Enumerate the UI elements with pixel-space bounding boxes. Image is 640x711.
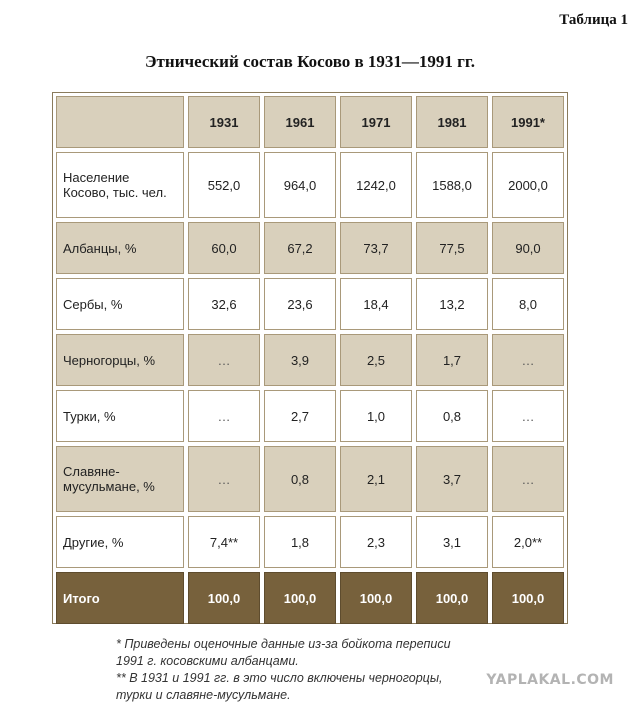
footnote-line: 1991 г. косовскими албанцами.: [116, 654, 299, 668]
row-label-line: Албанцы, %: [63, 240, 137, 256]
value-cell: …: [188, 334, 260, 386]
row-label-cell: [56, 390, 184, 442]
footnotes: [116, 636, 536, 704]
row-label-cell: [56, 446, 184, 512]
value-cell: 7,4**: [188, 516, 260, 568]
row-label-line: Косово, тыс. чел.: [63, 185, 167, 200]
footnote-line: турки и славяне-мусульмане.: [116, 688, 291, 702]
table-row: [56, 152, 564, 218]
row-label-line: Черногорцы, %: [63, 352, 156, 368]
header-cell-1961: 1961: [264, 96, 336, 148]
table-number-label: Таблица 1: [559, 12, 628, 28]
value-cell: 100,0: [188, 572, 260, 624]
footnote-line: * Приведены оценочные данные из-за бойкота переписи: [116, 637, 451, 651]
value-cell: 2,5: [340, 334, 412, 386]
header-cell-1991: 1991*: [492, 96, 564, 148]
row-label-line: Славяне-: [63, 464, 120, 479]
value-cell: 3,1: [416, 516, 488, 568]
row-label-cell: [56, 222, 184, 274]
value-cell: 13,2: [416, 278, 488, 330]
footnote-line: ** В 1931 и 1991 гг. в это число включены черногорцы,: [116, 671, 443, 685]
value-cell: 73,7: [340, 222, 412, 274]
value-cell: 100,0: [340, 572, 412, 624]
value-cell: 18,4: [340, 278, 412, 330]
value-cell: 2000,0: [492, 152, 564, 218]
header-cell-1931: 1931: [188, 96, 260, 148]
value-cell: …: [492, 390, 564, 442]
row-label-cell: [56, 572, 184, 624]
value-cell: 100,0: [416, 572, 488, 624]
table-total-row: [56, 572, 564, 624]
header-cell-1981: 1981: [416, 96, 488, 148]
table-row: [56, 390, 564, 442]
value-cell: 8,0: [492, 278, 564, 330]
value-cell: 1588,0: [416, 152, 488, 218]
table-title: Этнический состав Косово в 1931—1991 гг.: [145, 52, 475, 71]
table-header-row: [56, 96, 564, 148]
value-cell: 2,7: [264, 390, 336, 442]
value-cell: …: [188, 390, 260, 442]
table-row: [56, 516, 564, 568]
value-cell: 1242,0: [340, 152, 412, 218]
value-cell: 100,0: [264, 572, 336, 624]
value-cell: 552,0: [188, 152, 260, 218]
row-label-line: Население: [63, 170, 130, 185]
value-cell: 90,0: [492, 222, 564, 274]
row-label-cell: [56, 516, 184, 568]
table-row: [56, 446, 564, 512]
header-cell-corner: [56, 96, 184, 148]
ethnic-composition-table-frame: [52, 92, 568, 624]
header-cell-1971: 1971: [340, 96, 412, 148]
value-cell: 2,3: [340, 516, 412, 568]
value-cell: …: [492, 446, 564, 512]
value-cell: 77,5: [416, 222, 488, 274]
row-label-cell: [56, 152, 184, 218]
table-row: [56, 334, 564, 386]
value-cell: 32,6: [188, 278, 260, 330]
site-watermark: YAPLAKAL.COM: [486, 672, 614, 688]
value-cell: 0,8: [416, 390, 488, 442]
row-label-line: Другие, %: [63, 534, 124, 550]
table-row: [56, 222, 564, 274]
table-row: [56, 278, 564, 330]
ethnic-composition-table: [52, 92, 568, 628]
value-cell: 3,9: [264, 334, 336, 386]
value-cell: 2,0**: [492, 516, 564, 568]
row-label-cell: [56, 334, 184, 386]
value-cell: 1,7: [416, 334, 488, 386]
value-cell: 60,0: [188, 222, 260, 274]
value-cell: 964,0: [264, 152, 336, 218]
value-cell: …: [188, 446, 260, 512]
value-cell: 1,0: [340, 390, 412, 442]
value-cell: 1,8: [264, 516, 336, 568]
value-cell: 67,2: [264, 222, 336, 274]
row-label-line: Сербы, %: [63, 296, 123, 312]
value-cell: 23,6: [264, 278, 336, 330]
table-body: [56, 152, 564, 624]
row-label-line: Турки, %: [63, 408, 116, 424]
row-label-line: Итого: [63, 590, 100, 606]
row-label-line: мусульмане, %: [63, 479, 155, 494]
value-cell: 0,8: [264, 446, 336, 512]
value-cell: …: [492, 334, 564, 386]
value-cell: 2,1: [340, 446, 412, 512]
value-cell: 100,0: [492, 572, 564, 624]
value-cell: 3,7: [416, 446, 488, 512]
row-label-cell: [56, 278, 184, 330]
